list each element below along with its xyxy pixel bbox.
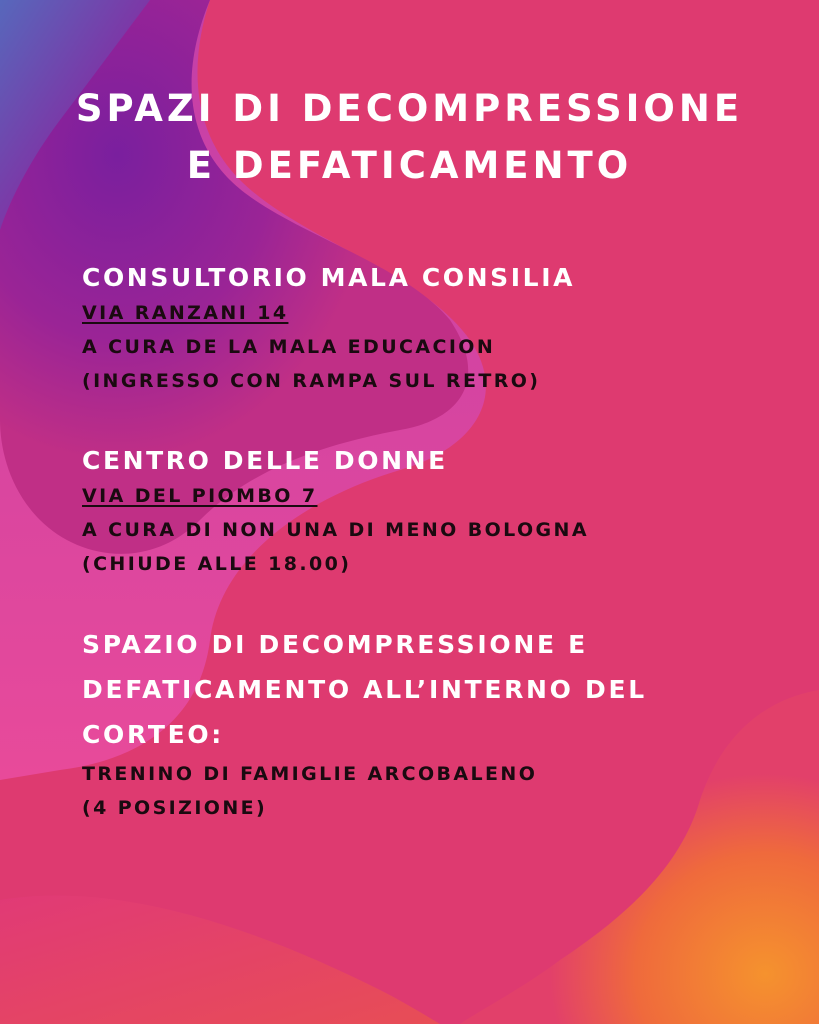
- location-name: CONSULTORIO MALA CONSILIA: [82, 263, 576, 292]
- title-line-1: SPAZI DI DECOMPRESSIONE: [75, 87, 744, 130]
- march-space-heading-2: DEFATICAMENTO ALL’INTERNO DEL: [82, 675, 647, 704]
- location-address: VIA DEL PIOMBO 7: [82, 485, 318, 507]
- march-space-heading-1: SPAZIO DI DECOMPRESSIONE E: [82, 630, 588, 659]
- location-note: (INGRESSO CON RAMPA SUL RETRO): [82, 370, 541, 392]
- location-organizer: A CURA DE LA MALA EDUCACION: [82, 336, 496, 358]
- location-address: VIA RANZANI 14: [82, 302, 289, 324]
- march-space-heading-3: CORTEO:: [82, 720, 225, 749]
- march-space-detail: TRENINO DI FAMIGLIE ARCOBALENO: [82, 763, 538, 785]
- location-note: (CHIUDE ALLE 18.00): [82, 553, 352, 575]
- title-line-2: E DEFATICAMENTO: [186, 144, 633, 187]
- location-centro-donne: [82, 443, 782, 581]
- location-name: CENTRO DELLE DONNE: [82, 446, 448, 475]
- location-organizer: A CURA DI NON UNA DI MENO BOLOGNA: [82, 519, 589, 541]
- march-space-position: (4 POSIZIONE): [82, 797, 268, 819]
- page-title: [0, 80, 819, 194]
- location-consultorio: [82, 260, 782, 398]
- march-space-section: [82, 622, 782, 825]
